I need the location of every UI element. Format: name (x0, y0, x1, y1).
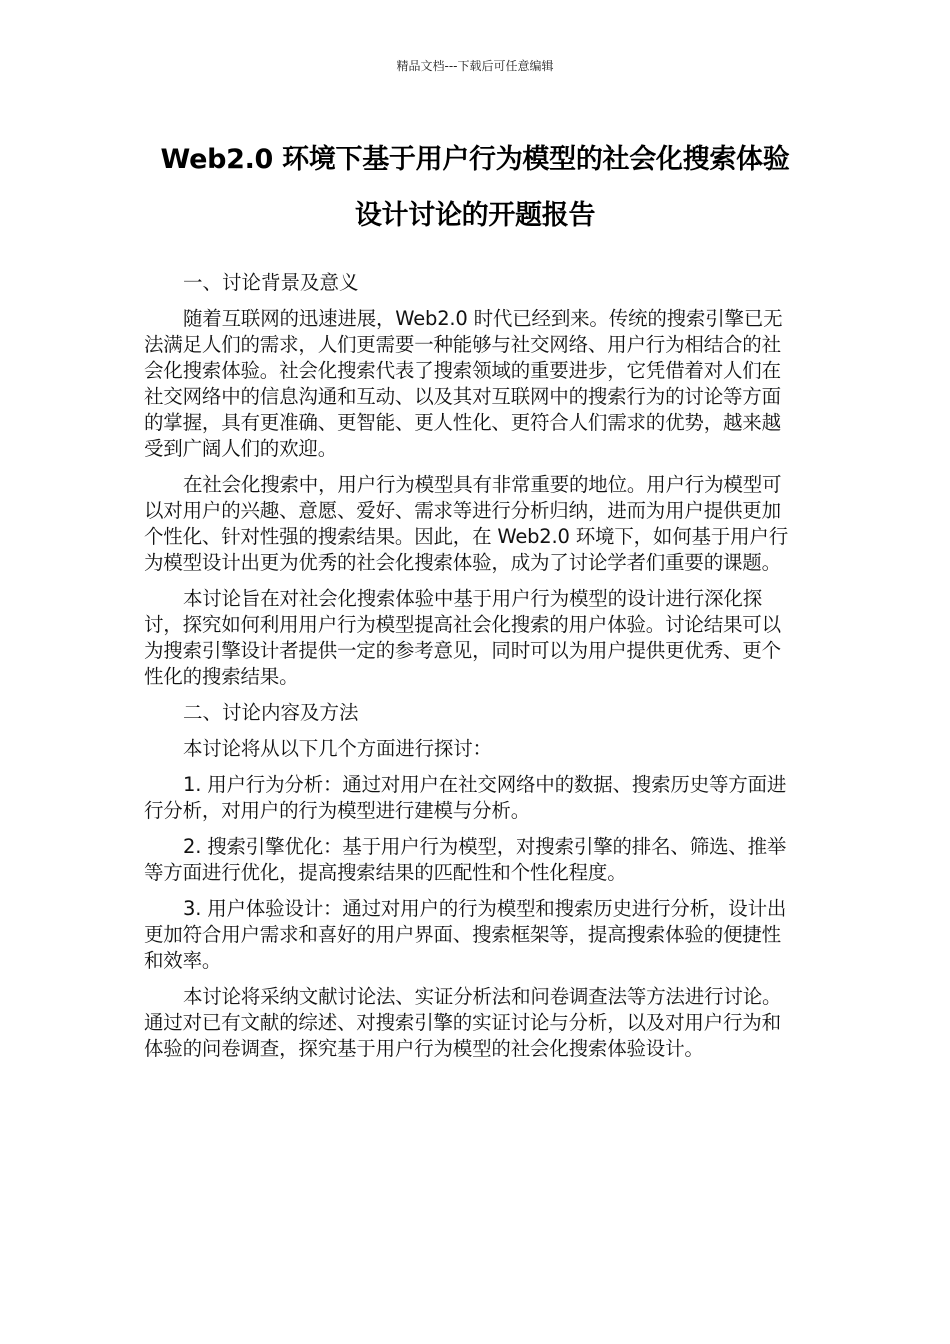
section-1-paragraph-1: 随着互联网的迅速进展，Web2.0 时代已经到来。传统的搜索引擎已无法满足人们的需求，人们更需要一种能够与社交网络、用户行为相结合的社会化搜索体验。社会化搜索代表了搜索领域的重要进步，它凭借着对人们在社交网络中的信息沟通和互动、以及其对互联网中的搜索行为的讨论等方面的掌握，具有更准确、更智能、更人性化、更符合人们需求的优势，越来越受到广阔人们的欢迎。 (144, 307, 783, 460)
document-body (144, 270, 794, 1062)
section-2-method: 本讨论将采纳文献讨论法、实证分析法和问卷调查法等方法进行讨论。通过对已有文献的综述、对搜索引擎的实证讨论与分析，以及对用户行为和体验的问卷调查，探究基于用户行为模型的社会化搜索体验设计。 (144, 985, 782, 1060)
section-2-item-3: 3. 用户体验设计：通过对用户的行为模型和搜索历史进行分析，设计出更加符合用户需求和喜好的用户界面、搜索框架等，提高搜索体验的便捷性和效率。 (144, 897, 787, 972)
section-1-heading: 一、讨论背景及意义 (183, 271, 359, 294)
section-2-item-2: 2. 搜索引擎优化：基于用户行为模型，对搜索引擎的排名、筛选、推举等方面进行优化，提高搜索结果的匹配性和个性化程度。 (144, 835, 787, 884)
section-1-paragraph-2: 在社会化搜索中，用户行为模型具有非常重要的地位。用户行为模型可以对用户的兴趣、意愿、爱好、需求等进行分析归纳，进而为用户提供更加个性化、针对性强的搜索结果。因此，在 Web2.0 环境下，如何基于用户行为模型设计出更为优秀的社会化搜索体验，成为了讨论学者们重要的课题。 (144, 473, 789, 574)
section-1-paragraph-3: 本讨论旨在对社会化搜索体验中基于用户行为模型的设计进行深化探讨，探究如何利用用户行为模型提高社会化搜索的用户体验。讨论结果可以为搜索引擎设计者提供一定的参考意见，同时可以为用户提供更优秀、更个性化的搜索结果。 (144, 587, 781, 688)
title-line-1: Web2.0 环境下基于用户行为模型的社会化搜索体验 (160, 144, 790, 175)
section-2-heading: 二、讨论内容及方法 (183, 701, 359, 724)
section-2-item-1: 1. 用户行为分析：通过对用户在社交网络中的数据、搜索历史等方面进行分析，对用户的行为模型进行建模与分析。 (144, 773, 787, 822)
page-header: 精品文档---下载后可任意编辑 (396, 59, 554, 73)
document-title (100, 132, 850, 244)
section-2-intro: 本讨论将从以下几个方面进行探讨： (183, 737, 492, 760)
title-line-2: 设计讨论的开题报告 (354, 200, 596, 231)
